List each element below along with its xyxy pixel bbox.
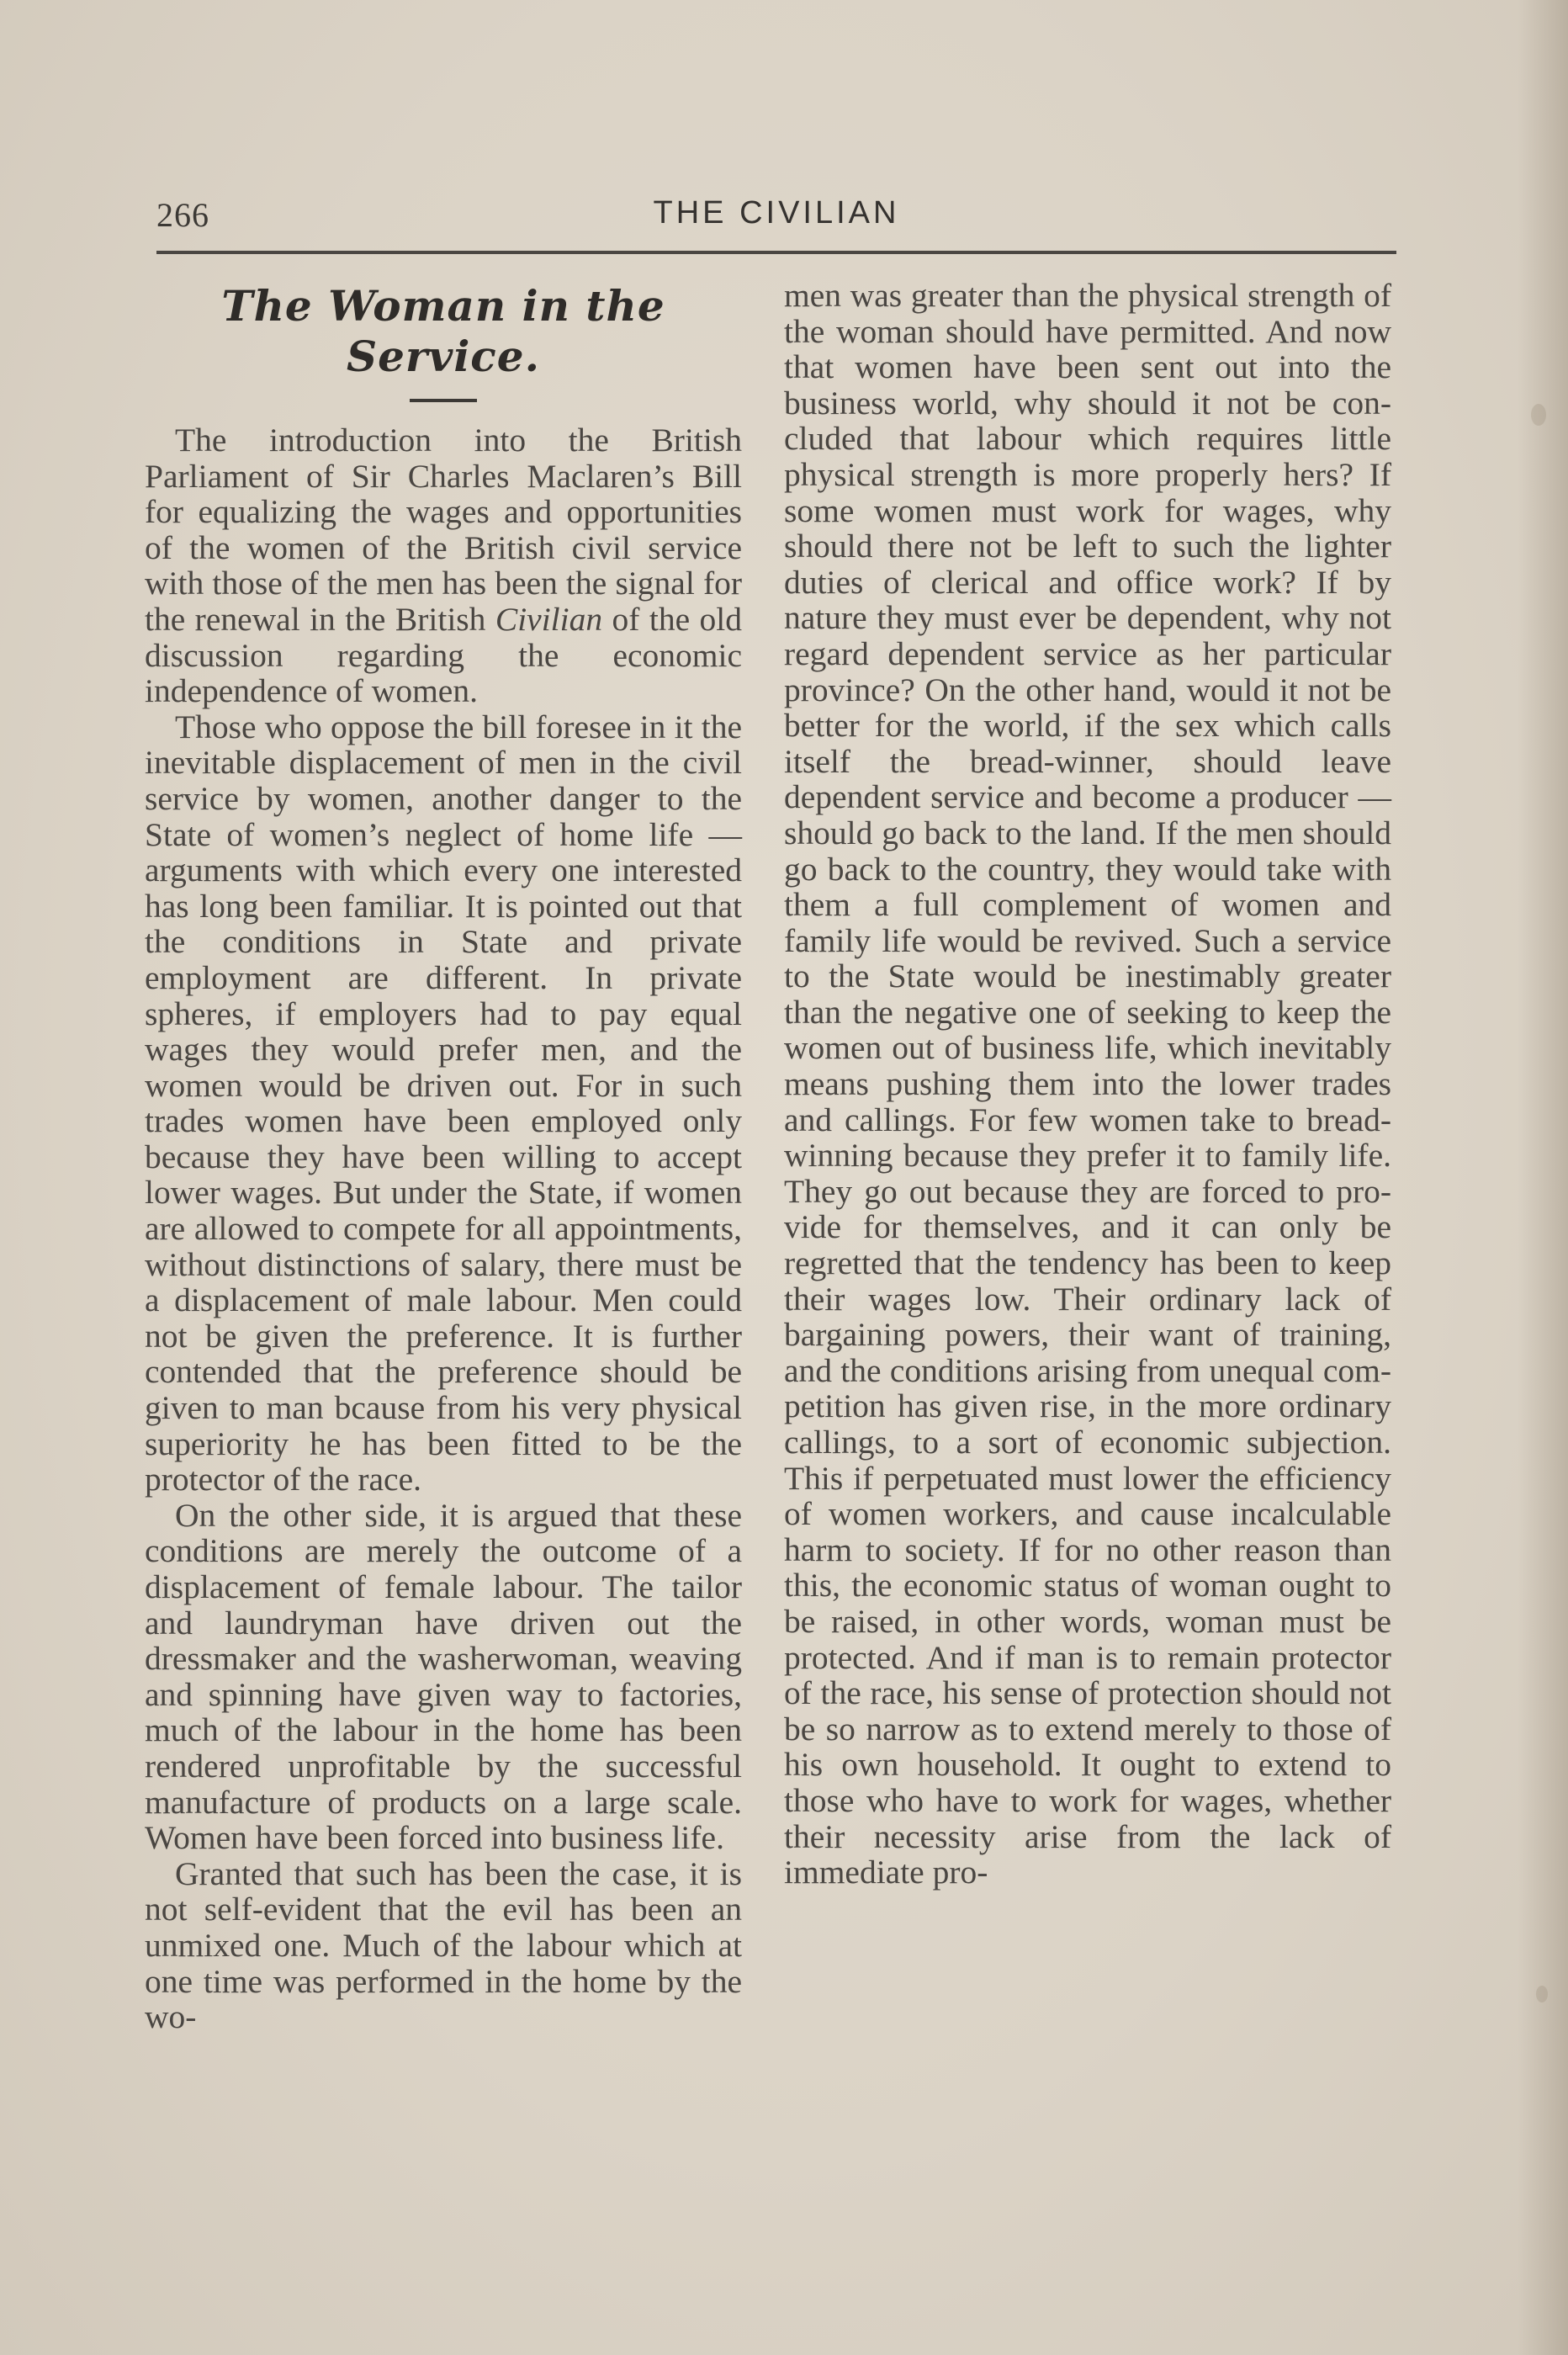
paragraph: On the other side, it is argued that these conditions are merely the outcome of a displacement of female labour. The tailor and laundryman have driven out the dressmaker and the washerwoman, weaving and spinning have given way to factories, much of the labour in the home has been rendered unprofitable by the successful manufacture of products on a large scale. Women have been forced into business life. — [145, 1496, 742, 1857]
right-column — [784, 278, 1391, 1891]
paragraph: Those who oppose the bill foresee in it the inevitable displacement of men in the civil service by women, another danger to the State of women’s neglect of home life — arguments with which every one interested has long been familiar. It is pointed out that the conditions in State and private employment are different. In private spheres, if employers had to pay equal wages they would prefer men, and the women would be driven out. For in such trades women have been employed only because they have been willing to accept lower wages. But under the State, if women are allowed to compete for all appointments, without distinctions of salary, there must be a displacement of male labour. Men could not be given the preference. It is further contended that the preference should be given to man bcause from his very physical superiority he has been fitted to be the protector of the race. — [145, 708, 742, 1498]
journal-title: THE CIVILIAN — [653, 195, 900, 231]
article-title: The Woman in the Service. — [221, 281, 665, 381]
paragraph: Granted that such has been the case, it is not self-evident that the evil has been an unmixed one. Much of the labour which at one time was performed in the home by the wo- — [145, 1854, 742, 2036]
paragraph — [145, 422, 742, 709]
title-rule — [410, 399, 477, 402]
italic-publication-name: Civilian — [495, 600, 603, 638]
paragraph-text: of the old discussion regarding the economic independence of women. — [145, 600, 742, 710]
paragraph-text: The introduction into the British Parliament of Sir Charles Maclaren’s Bill for equalizing the wages and opportunities of the women of the British civil service with those of the men has been the signal for the renewal in the British — [145, 422, 742, 638]
paper-blemish — [1536, 1986, 1548, 2002]
left-column — [145, 278, 742, 2035]
paragraph-continued: men was greater than the physical strength of the woman should have permitted. And now that women have been sent out into the business world, why should it not be concluded that labour which requires little physical strength is more properly hers? If some women must work for wages, why should there not be left to such the lighter duties of clerical and office work? If by nature they must ever be dependent, why not regard dependent service as her particular province? On the other hand, would it not be better for the world, if the sex which calls itself the bread-winner, should leave dependent service and become a producer — should go back to the land. If the men should go back to the country, they would take with them a full complement of women and family life would be revived. Such a service to the State would be inestimably greater than the negative one of seeking to keep the women out of business life, which inevitably means pushing them into the lower trades and callings. For few women take to bread-winning because they prefer it to family life. They go out because they are forced to provide for themselves, and it can only be regretted that the tendency has been to keep their wages low. Their ordinary lack of bargaining powers, their want of training, and the conditions arising from unequal competition has given rise, in the more ordinary callings, to a sort of economic subjection. This if perpetuated must lower the efficiency of women workers, and cause incalculable harm to society. If for no other reason than this, the economic status of woman ought to be raised, in other words, woman must be protected. And if man is to remain protector of the race, his sense of protection should not be so narrow as to extend merely to those of his own household. It ought to extend to those who have to work for wages, whether their necessity arise from the lack of immediate pro- — [784, 277, 1391, 1891]
header-rule — [156, 251, 1396, 254]
running-head — [156, 195, 1396, 246]
page-number: 266 — [156, 196, 209, 234]
paper-blemish — [1531, 404, 1546, 426]
